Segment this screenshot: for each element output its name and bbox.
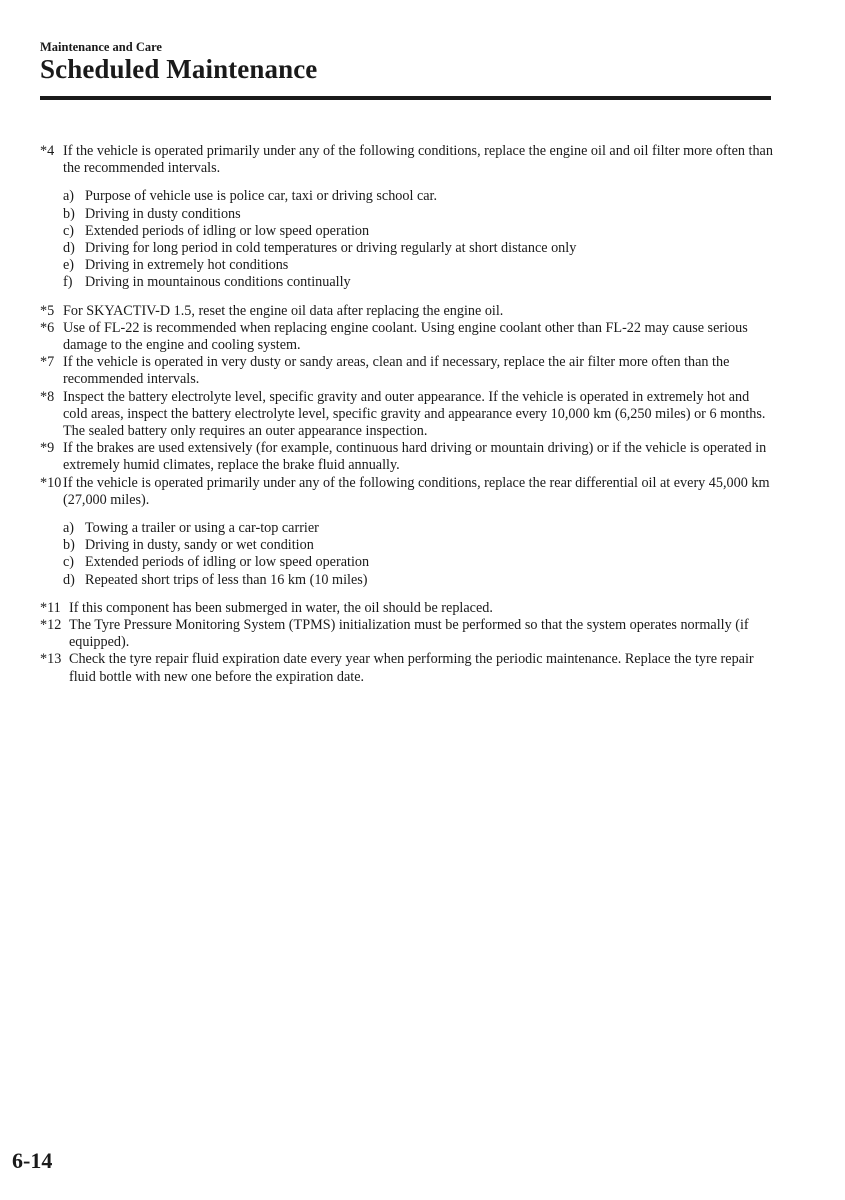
list-item: f) Driving in mountainous conditions continually [63, 274, 351, 291]
footnote-4-conditions [63, 188, 776, 291]
list-item: c) Extended periods of idling or low speed operation [63, 554, 370, 571]
footnote-marker: *13 [40, 651, 62, 668]
list-item: d) Driving for long period in cold temperatures or driving regularly at short distance only [63, 240, 577, 257]
footnote-13 [40, 651, 776, 685]
footnote-text: If this component has been submerged in water, the oil should be replaced. [69, 599, 493, 616]
footnote-11 [40, 600, 776, 617]
footnote-marker: *4 [40, 143, 55, 159]
footnote-8 [40, 389, 776, 441]
list-item: d) Repeated short trips of less than 16 km (10 miles) [63, 571, 368, 588]
list-item: b) Driving in dusty conditions [63, 205, 241, 222]
footnote-text: If the vehicle is operated primarily under any of the following conditions, replace the engine oil and oil filter more often than the recommended intervals. [63, 143, 773, 177]
footnote-text: If the brakes are used extensively (for example, continuous hard driving or mountain driving) or if the vehicle is operated in extremely humid climates, replace the brake fluid annually. [63, 440, 767, 474]
footnote-text: Check the tyre repair fluid expiration date every year when performing the periodic maintenance. Replace the tyre repair fluid bottle with new one before the expiration date. [69, 651, 754, 685]
footnote-5 [40, 303, 776, 320]
footnote-marker: *6 [40, 319, 55, 336]
page-title: Scheduled Maintenance [40, 54, 318, 84]
footnote-marker: *12 [40, 617, 62, 634]
title-rule [40, 96, 771, 100]
list-item: b) Driving in dusty, sandy or wet condition [63, 537, 314, 554]
footnote-6 [40, 320, 776, 354]
page-number: 6-14 [12, 1148, 53, 1173]
footnote-4 [40, 143, 776, 177]
list-item: a) Purpose of vehicle use is police car, taxi or driving school car. [63, 188, 438, 205]
footnote-text: Use of FL-22 is recommended when replacing engine coolant. Using engine coolant other than FL-22 may cause serious damage to the engine and cooling system. [63, 319, 748, 354]
footnote-marker: *9 [40, 440, 55, 457]
footnote-10 [40, 475, 776, 509]
footnote-text: The Tyre Pressure Monitoring System (TPMS) initialization must be performed so that the system operates normally (if equipped). [69, 617, 749, 651]
footnote-marker: *5 [40, 302, 55, 319]
section-label: Maintenance and Care [40, 40, 162, 54]
footnotes [40, 143, 776, 686]
footnote-text: If the vehicle is operated primarily under any of the following conditions, replace the rear differential oil at every 45,000 km (27,000 miles). [63, 474, 770, 508]
footnote-marker: *7 [40, 354, 55, 371]
footnote-10-conditions [63, 520, 776, 589]
footnote-text: Inspect the battery electrolyte level, specific gravity and outer appearance. If the vehicle is operated in extremely hot and cold areas, inspect the battery electrolyte level, specific gravity and appearance every 10,000 km (6,250 miles) or 6 months. The sealed battery only requires an outer appearance inspection. [63, 388, 766, 440]
list-item: a) Towing a trailer or using a car-top carrier [63, 520, 319, 537]
footnote-12 [40, 617, 776, 651]
footnote-text: If the vehicle is operated in very dusty or sandy areas, clean and if necessary, replace the air filter more often than the recommended intervals. [63, 354, 730, 388]
footnote-marker: *8 [40, 388, 55, 405]
footnote-7 [40, 354, 776, 388]
list-item: e) Driving in extremely hot conditions [63, 257, 289, 274]
footnote-marker: *10 [40, 474, 62, 491]
list-item: c) Extended periods of idling or low speed operation [63, 222, 370, 239]
footnote-text: For SKYACTIV-D 1.5, reset the engine oil data after replacing the engine oil. [63, 302, 504, 319]
footnote-marker: *11 [40, 599, 61, 616]
footnote-9 [40, 440, 776, 474]
